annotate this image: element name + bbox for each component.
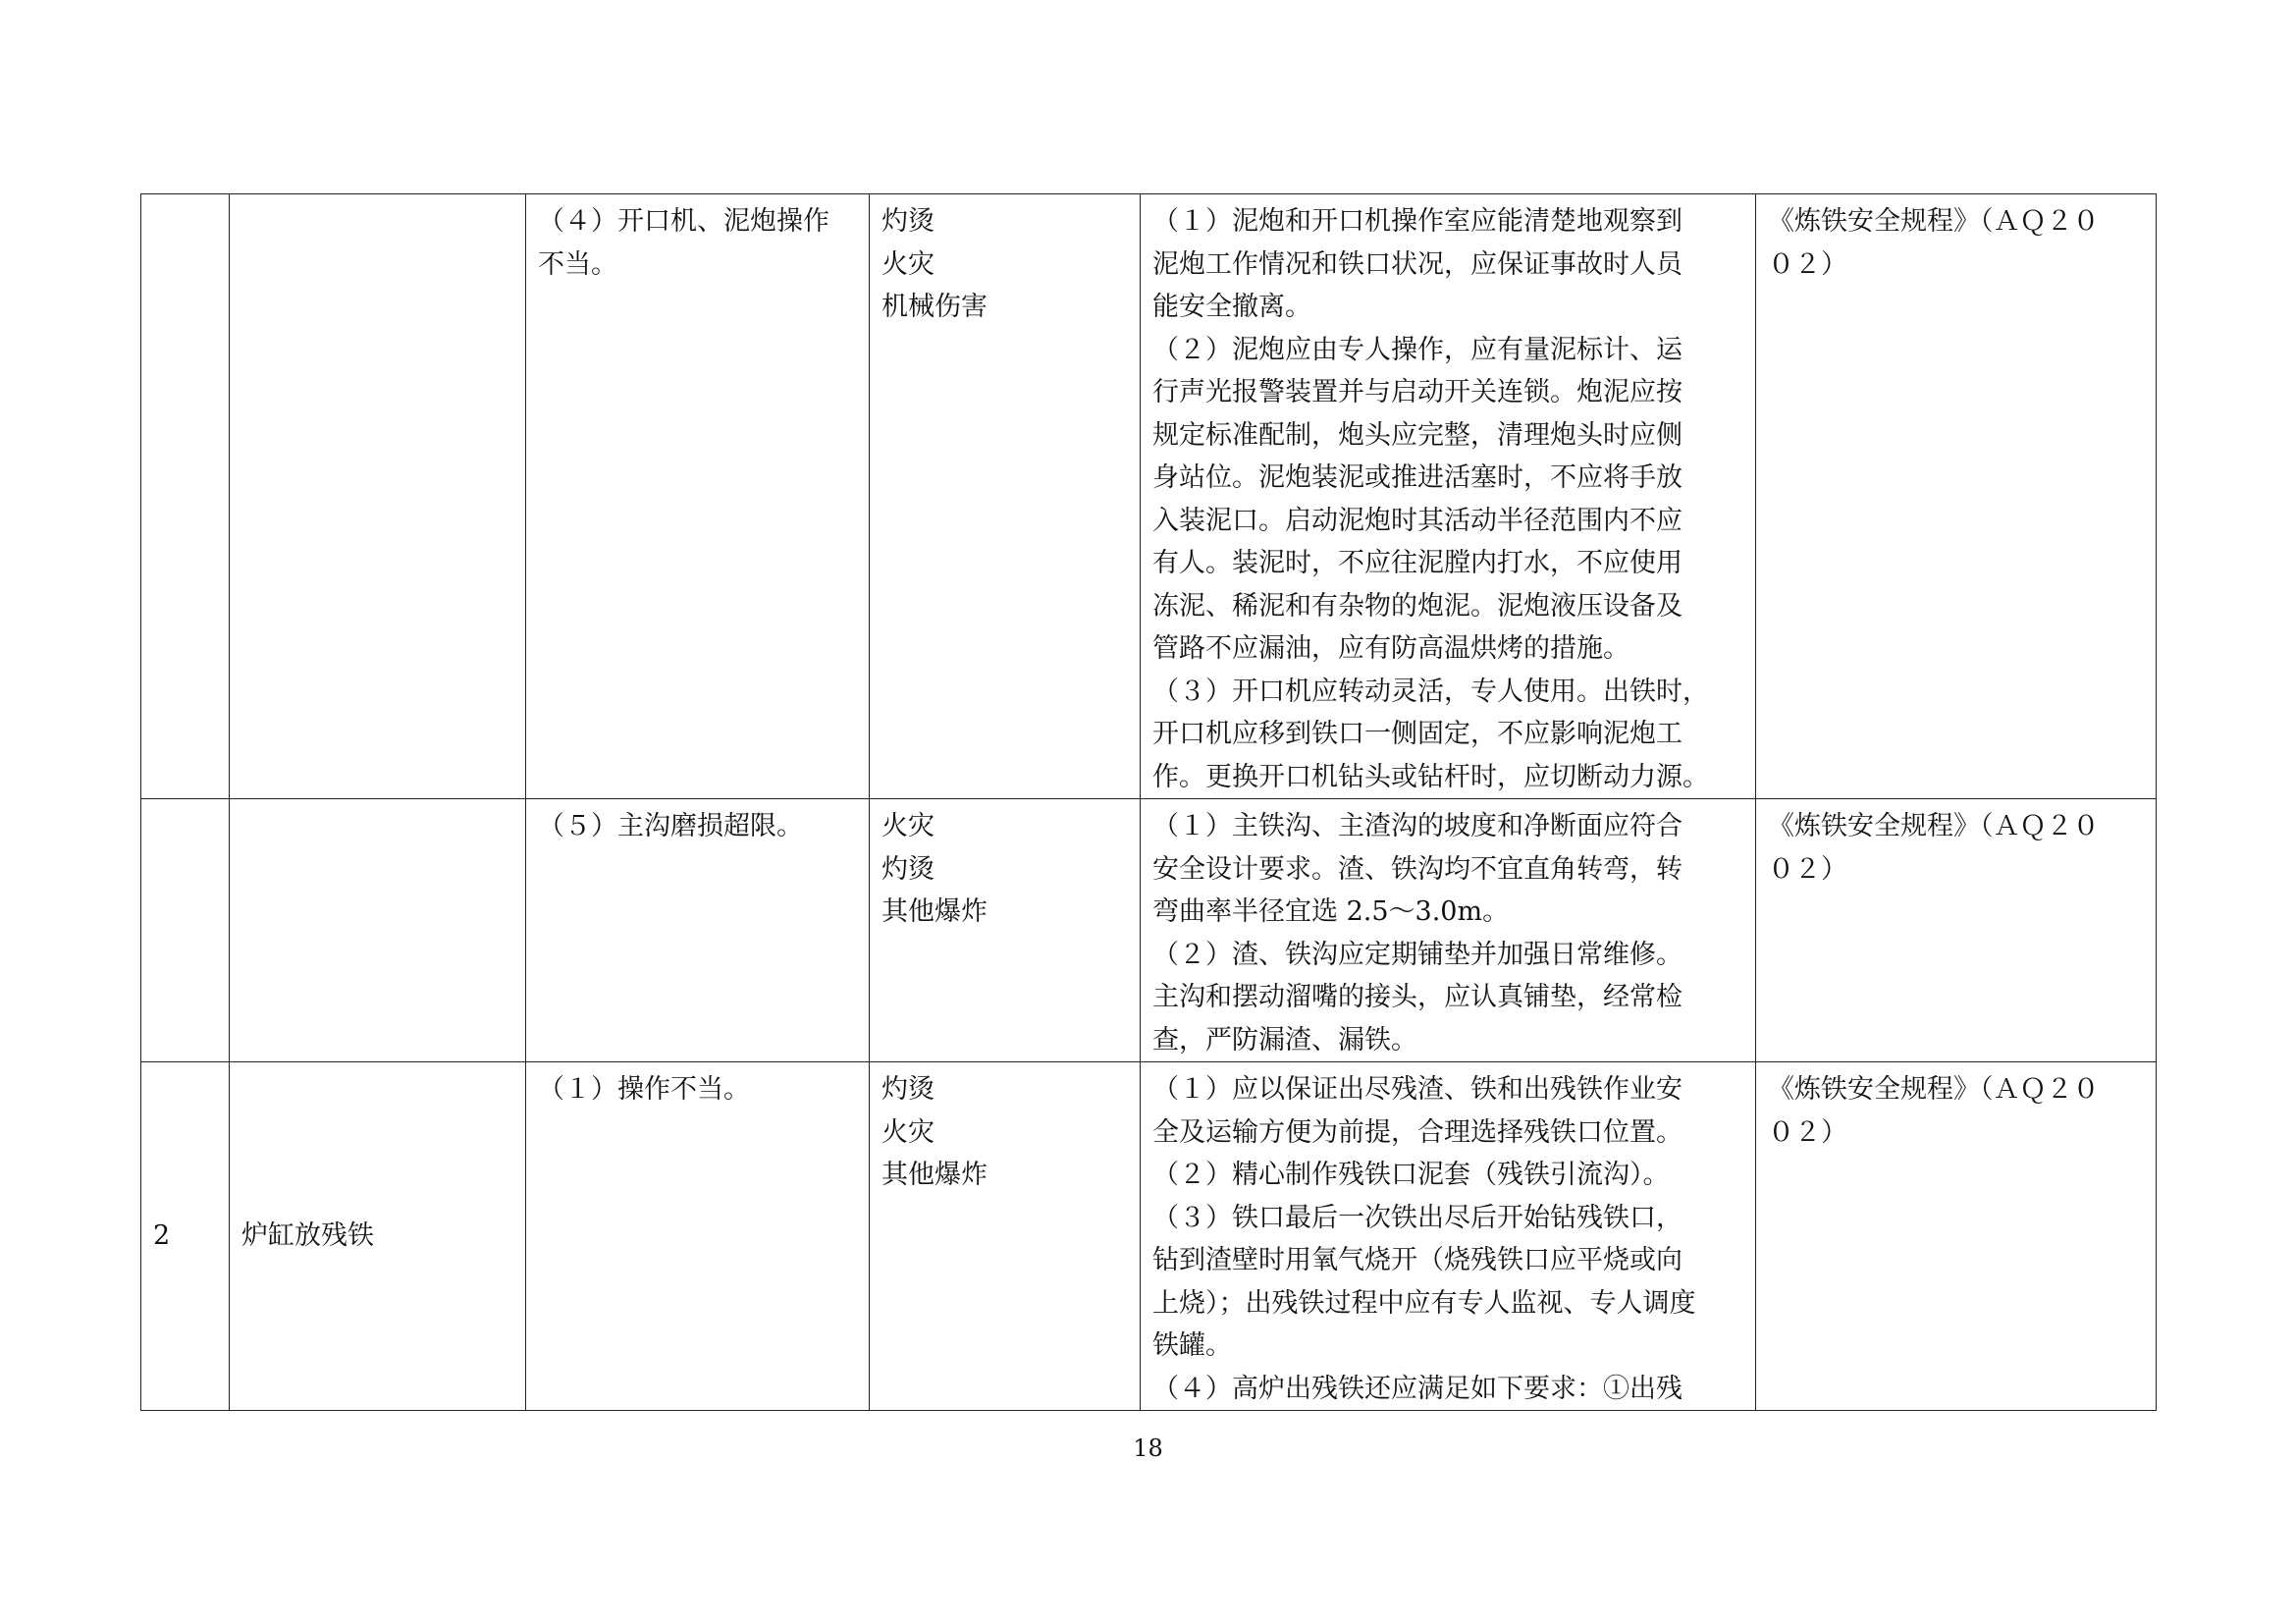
measure-line: 能安全撤离。	[1152, 292, 1311, 322]
risk-factor-line: （５）主沟磨损超限。	[538, 811, 803, 841]
hazard-type: 灼烫	[881, 853, 934, 885]
hazard-type: 灼烫	[881, 1074, 934, 1105]
hazard-type: 火灾	[881, 811, 934, 841]
hazard-type: 火灾	[881, 248, 934, 280]
hazard-type-cell	[870, 194, 1141, 799]
hazard-type: 机械伤害	[881, 292, 988, 322]
control-measures-cell	[1141, 1062, 1756, 1411]
basis-line: ０２）	[1768, 1116, 1847, 1148]
measure-line: 弯曲率半径宜选 2.5～3.0m。	[1152, 896, 1510, 927]
table-row	[141, 194, 2157, 799]
basis-line: 《炼铁安全规程》（ＡＱ２０	[1768, 811, 2100, 841]
measure-line: 入装泥口。启动泥炮时其活动半径范围内不应	[1152, 505, 1682, 536]
hazard-type-cell	[870, 1062, 1141, 1411]
risk-factor-cell	[526, 194, 870, 799]
measure-line: 铁罐。	[1152, 1330, 1232, 1361]
basis-line: ０２）	[1768, 853, 1847, 885]
measure-line: （１）主铁沟、主渣沟的坡度和净断面应符合	[1152, 811, 1682, 841]
safety-measures-table	[140, 193, 2157, 1411]
measure-line: （４）高炉出残铁还应满足如下要求：①出残	[1152, 1373, 1682, 1404]
basis-line: 《炼铁安全规程》（ＡＱ２０	[1768, 1074, 2100, 1105]
control-measures-cell	[1141, 194, 1756, 799]
measure-line: （１）应以保证出尽残渣、铁和出残铁作业安	[1152, 1074, 1682, 1105]
measure-line: 身站位。泥炮装泥或推进活塞时，不应将手放	[1152, 462, 1682, 493]
measure-line: 泥炮工作情况和铁口状况，应保证事故时人员	[1152, 248, 1682, 280]
hazard-type: 火灾	[881, 1116, 934, 1148]
measure-line: 查，严防漏渣、漏铁。	[1152, 1024, 1417, 1056]
risk-factor-line: 不当。	[538, 248, 617, 280]
table-row	[141, 799, 2157, 1062]
measure-line: （２）渣、铁沟应定期铺垫并加强日常维修。	[1152, 939, 1682, 970]
measure-line: 管路不应漏油，应有防高温烘烤的措施。	[1152, 633, 1629, 664]
work-item-cell	[230, 1062, 526, 1411]
risk-factor-cell	[526, 1062, 870, 1411]
basis-cell	[1756, 1062, 2157, 1411]
basis-line: 《炼铁安全规程》（ＡＱ２０	[1768, 206, 2100, 237]
basis-line: ０２）	[1768, 248, 1847, 280]
measure-line: （２）泥炮应由专人操作，应有量泥标计、运	[1152, 334, 1682, 365]
risk-factor-cell	[526, 799, 870, 1062]
measure-line: 规定标准配制，炮头应完整，清理炮头时应侧	[1152, 419, 1682, 451]
measure-line: 安全设计要求。渣、铁沟均不宜直角转弯，转	[1152, 853, 1682, 885]
work-item-cell	[230, 194, 526, 799]
measure-line: 行声光报警装置并与启动开关连锁。炮泥应按	[1152, 377, 1682, 407]
risk-factor-line: （１）操作不当。	[538, 1074, 750, 1105]
measure-line: 作。更换开口机钻头或钻杆时，应切断动力源。	[1152, 761, 1709, 792]
measure-line: 有人。装泥时，不应往泥膛内打水，不应使用	[1152, 548, 1682, 578]
measure-line: （２）精心制作残铁口泥套（残铁引流沟）。	[1152, 1160, 1670, 1190]
seq-cell	[141, 1062, 230, 1411]
seq-number: 2	[153, 1220, 171, 1252]
measure-line: 开口机应移到铁口一侧固定，不应影响泥炮工	[1152, 719, 1682, 749]
control-measures-cell	[1141, 799, 1756, 1062]
seq-cell	[141, 194, 230, 799]
measure-line: （３）开口机应转动灵活，专人使用。出铁时，	[1152, 676, 1709, 707]
hazard-type: 其他爆炸	[881, 896, 988, 927]
risk-factor-line: （４）开口机、泥炮操作	[538, 206, 829, 237]
measure-line: （１）泥炮和开口机操作室应能清楚地观察到	[1152, 206, 1682, 237]
measure-line: 全及运输方便为前提，合理选择残铁口位置。	[1152, 1116, 1682, 1148]
measure-line: （３）铁口最后一次铁出尽后开始钻残铁口，	[1152, 1202, 1682, 1233]
hazard-type: 灼烫	[881, 206, 934, 237]
table-row	[141, 1062, 2157, 1411]
page-number: 18	[1133, 1435, 1163, 1462]
basis-cell	[1756, 799, 2157, 1062]
measure-line: 主沟和摆动溜嘴的接头，应认真铺垫，经常检	[1152, 982, 1682, 1012]
measure-line: 冻泥、稀泥和有杂物的炮泥。泥炮液压设备及	[1152, 590, 1682, 622]
measure-line: 上烧）；出残铁过程中应有专人监视、专人调度	[1152, 1287, 1696, 1319]
seq-cell	[141, 799, 230, 1062]
work-item-name: 炉缸放残铁	[241, 1220, 374, 1252]
measure-line: 钻到渣壁时用氧气烧开（烧残铁口应平烧或向	[1152, 1245, 1682, 1275]
hazard-type-cell	[870, 799, 1141, 1062]
basis-cell	[1756, 194, 2157, 799]
work-item-cell	[230, 799, 526, 1062]
hazard-type: 其他爆炸	[881, 1160, 988, 1190]
